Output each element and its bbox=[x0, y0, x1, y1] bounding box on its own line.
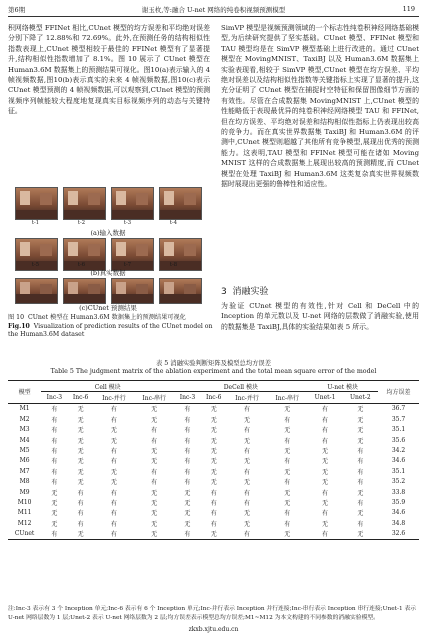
table-note: 注:Inc-3 表示有 3 个 Inception 单元;Inc-6 表示有 6 个 Inception 单元;Inc-并行表示 Inception 并行连接;Inc-串行表示 Inception 串行连接;Unet-1 表示 U-net 网络层数为 1 层;Unet-2 表示 U-net 网络层数为 2 层;均方误差表示模型总均方误差;M1~M12 为本文构建的不同参数的消融实验模型。 bbox=[8, 606, 417, 621]
table-cell: 有 bbox=[51, 458, 58, 466]
table-cell: 无 bbox=[151, 510, 158, 518]
table-cell: 有 bbox=[322, 489, 329, 497]
frame-image bbox=[63, 187, 106, 220]
table-row bbox=[8, 456, 419, 466]
section-title: 消融实验 bbox=[232, 287, 269, 297]
table-cell: 有 bbox=[184, 416, 191, 424]
table-cell: 无 bbox=[244, 437, 251, 445]
table-cell: 无 bbox=[244, 479, 251, 487]
frame-image bbox=[15, 278, 58, 304]
table-cell: 无 bbox=[77, 416, 84, 424]
table-cell: 无 bbox=[184, 510, 191, 518]
page-number: 119 bbox=[402, 5, 415, 13]
table-cell: 无 bbox=[357, 427, 364, 435]
model-header: 模型 bbox=[8, 381, 41, 404]
running-title: 谢玉枚,等:融合 U-net 网络的纯卷积视频预测模型 bbox=[141, 6, 286, 14]
table-cell: 无 bbox=[51, 499, 58, 507]
frame-label: t-7 bbox=[123, 262, 132, 268]
input-frames-row bbox=[15, 187, 202, 220]
mse-cell: 35.1 bbox=[391, 426, 406, 434]
table-cell: 有 bbox=[151, 437, 158, 445]
table-cell: 无 bbox=[284, 427, 291, 435]
table-cell: 有 bbox=[51, 531, 58, 539]
table-cell: 有 bbox=[110, 489, 117, 497]
table-cell: 无 bbox=[357, 416, 364, 424]
frame-image bbox=[111, 187, 154, 220]
table-cell: 无 bbox=[151, 499, 158, 507]
table-cell: 有 bbox=[110, 448, 117, 456]
table-cell: 无 bbox=[322, 448, 329, 456]
table-cell: 有 bbox=[322, 427, 329, 435]
subheader-cell: Inc-并行 bbox=[227, 392, 267, 403]
mse-cell: 34.8 bbox=[391, 519, 406, 527]
table-cell: 有 bbox=[284, 479, 291, 487]
table-cell: 有 bbox=[322, 437, 329, 445]
frame-image bbox=[159, 187, 202, 220]
table-cell: 无 bbox=[322, 458, 329, 466]
table-cell: 无 bbox=[244, 520, 251, 528]
frame-label: t-3 bbox=[123, 220, 132, 226]
table-cell: 无 bbox=[77, 479, 84, 487]
mse-cell: 32.6 bbox=[391, 530, 406, 538]
subfigure-caption-b: (b)真实数据 bbox=[90, 269, 126, 277]
table-cell: 无 bbox=[284, 499, 291, 507]
model-name-cell: M11 bbox=[17, 509, 32, 517]
table-cell: 无 bbox=[244, 458, 251, 466]
subheader-cell: Inc-串行 bbox=[134, 392, 174, 403]
table-cell: 无 bbox=[77, 468, 84, 476]
frame-image bbox=[63, 278, 106, 304]
subheader-cell: Inc-6 bbox=[68, 392, 94, 403]
model-name-cell: M10 bbox=[17, 498, 32, 506]
table-cell: 有 bbox=[244, 489, 251, 497]
group-header-decell: DeCell 模块 bbox=[174, 381, 307, 392]
table-cell: 无 bbox=[151, 406, 158, 414]
table-cell: 无 bbox=[77, 448, 84, 456]
table-row bbox=[8, 477, 419, 487]
table-cell: 有 bbox=[184, 479, 191, 487]
table-cell: 有 bbox=[210, 499, 217, 507]
table-row bbox=[8, 425, 419, 435]
table-cell: 有 bbox=[77, 489, 84, 497]
table-cell: 有 bbox=[284, 437, 291, 445]
mse-cell: 35.9 bbox=[391, 498, 406, 506]
issue-number: 第6期 bbox=[8, 6, 26, 14]
table-cell: 有 bbox=[357, 479, 364, 487]
table-cell: 无 bbox=[210, 458, 217, 466]
group-header-mse: 均方误差 bbox=[378, 381, 419, 404]
table-cell: 有 bbox=[51, 416, 58, 424]
table-row bbox=[8, 528, 419, 539]
table-cell: 有 bbox=[210, 489, 217, 497]
table-cell: 无 bbox=[210, 531, 217, 539]
table-row bbox=[8, 487, 419, 497]
model-name-cell: M1 bbox=[19, 405, 30, 413]
table-cell: 无 bbox=[357, 437, 364, 445]
mse-cell: 34.6 bbox=[391, 457, 406, 465]
table-cell: 无 bbox=[284, 531, 291, 539]
table-cell: 有 bbox=[357, 499, 364, 507]
subfigure-caption-a: (a)输入数据 bbox=[90, 229, 126, 237]
table-cell: 有 bbox=[284, 416, 291, 424]
table-cell: 无 bbox=[110, 479, 117, 487]
table-cell: 无 bbox=[110, 437, 117, 445]
table-cell: 有 bbox=[110, 406, 117, 414]
model-name-cell: M12 bbox=[17, 519, 32, 527]
table-cell: 有 bbox=[357, 468, 364, 476]
model-name-cell: M3 bbox=[19, 426, 30, 434]
mse-cell: 34.6 bbox=[391, 509, 406, 517]
section-heading bbox=[221, 284, 268, 297]
ablation-table bbox=[8, 380, 419, 540]
figure-number-cn: 图 10 bbox=[8, 314, 25, 321]
right-column-text: SimVP 模型是视频预测领域的一个标志性纯卷积神经网络基础模型,为后续研究提供了坚实基础。CUnet 模型、FFINet 模型和 TAU 模型均是在 SimVP 模型基础上进行改进的。通过 CUnet 模型在 MovingMNIST、TaxiBJ 以及 Human3.6M 数据集上实验表现看,相较于 SimVP 模型,CUnet 模型在均方误差、平均绝对误差以及结构相似性指数等关键指标上实现了显著的提升,这充分证明了 CUnet 模型在捕捉时空特征和保留图像细节方面的有效性。尽管在合成数据集 MovingMNIST 上,CUnet 模型的性能略低于表现最优异的纯卷积神经网络模型 TAU 和 FFINet,但在均方误差、平均绝对误差和结构相似性指标上仍表现出较高的竞争力。而在真实世界数据集 TaxiBJ 和 Human3.6M 的评测中,CUnet 模型则超越了其他所有竞争模型,展现出优秀的预测能力。这表明,TAU 模型和 FFINet 模型可能在诸如 Moving MNIST 这样的合成数据集上展现出较高的预测精度,而 CUnet 模型在处理 TaxiBJ 和 Human3.6M 这类复杂真实世界视频数据时展现出更强的鲁棒性和适应性。 bbox=[221, 24, 419, 189]
table-cell: 无 bbox=[244, 416, 251, 424]
subfigure-caption-c: (c)CUnet 预测结果 bbox=[79, 304, 137, 312]
model-name-cell: M9 bbox=[19, 488, 30, 496]
table-row bbox=[8, 466, 419, 476]
table-row bbox=[8, 445, 419, 455]
table-cell: 无 bbox=[151, 458, 158, 466]
table-cell: 有 bbox=[184, 458, 191, 466]
table-cell: 有 bbox=[51, 406, 58, 414]
table-cell: 有 bbox=[322, 531, 329, 539]
section-paragraph: 为验证 CUnet 模型的有效性,针对 Cell 和 DeCell 中的 Inception 的单元数以及 U-net 网络的层数做了消融实验,使用的数据集是 TaxiBJ,具体的实验结果如表 5 所示。 bbox=[221, 302, 419, 331]
subheader-cell: Inc-3 bbox=[41, 392, 67, 403]
table-cell: 无 bbox=[151, 416, 158, 424]
table-cell: 无 bbox=[322, 499, 329, 507]
table-cell: 有 bbox=[357, 520, 364, 528]
table-cell: 无 bbox=[210, 416, 217, 424]
input-frame-labels bbox=[15, 220, 194, 226]
table-cell: 无 bbox=[77, 458, 84, 466]
table-cell: 无 bbox=[284, 468, 291, 476]
table-cell: 有 bbox=[51, 468, 58, 476]
table-cell: 无 bbox=[51, 520, 58, 528]
table-row bbox=[8, 497, 419, 507]
table-cell: 有 bbox=[284, 510, 291, 518]
table-caption-en: Table 5 The judgment matrix of the ablation experiment and the total mean square error of the model bbox=[50, 368, 377, 375]
group-header-cell: Cell 模块 bbox=[41, 381, 174, 392]
subheader-cell: Inc-串行 bbox=[267, 392, 307, 403]
table-cell: 无 bbox=[244, 510, 251, 518]
frame-label: t-6 bbox=[77, 262, 86, 268]
model-name-cell: M7 bbox=[19, 467, 30, 475]
table-cell: 有 bbox=[244, 448, 251, 456]
table-cell: 无 bbox=[110, 468, 117, 476]
header-rule bbox=[8, 16, 419, 17]
table-cell: 有 bbox=[110, 499, 117, 507]
table-cell: 无 bbox=[110, 427, 117, 435]
table-cell: 有 bbox=[151, 479, 158, 487]
left-column-text: 积网络模型 FFINet 相比,CUnet 模型的均方误差和平均绝对误差分别下降了 12.88%和 72.69%。此外,在预测任务的结构相似性指数表现上,CUnet 模型相较于最佳的 FFINet 模型有了显著提升,结构相似性指数增加了 8.1%。图 10 展示了 CUnet 模型在 Human3.6M 数据集上的预测结果可视化。图10(a)表示输入的 4 帧视频数据,图10(b)表示真实的未来 4 帧视频数据,图10(c)表示 CUnet 模型预测的 4 帧视频数据,可以观察到,CUnet 模型的预测视频序列帧能较大程度地复现真实目标视频序列的动态与关键特征。 bbox=[8, 24, 210, 116]
table-cell: 无 bbox=[210, 479, 217, 487]
table-cell: 无 bbox=[322, 479, 329, 487]
table-cell: 有 bbox=[77, 510, 84, 518]
table-cell: 无 bbox=[357, 510, 364, 518]
frame-image bbox=[111, 278, 154, 304]
mse-cell: 35.6 bbox=[391, 436, 406, 444]
mse-cell: 36.7 bbox=[391, 405, 406, 413]
figure-caption-cn: CUnet 模型在 Human3.6M 数据集上的预测结果可视化 bbox=[27, 314, 186, 321]
figure-caption bbox=[8, 314, 213, 340]
table-cell: 有 bbox=[184, 468, 191, 476]
model-name-cell: M2 bbox=[19, 415, 30, 423]
table-cell: 有 bbox=[110, 520, 117, 528]
table-cell: 无 bbox=[210, 448, 217, 456]
table-cell: 有 bbox=[51, 427, 58, 435]
table-cell: 有 bbox=[244, 406, 251, 414]
frame-label: t-8 bbox=[169, 262, 178, 268]
table-cell: 有 bbox=[184, 406, 191, 414]
frame-label: t-5 bbox=[31, 262, 40, 268]
table-cell: 无 bbox=[210, 437, 217, 445]
table-cell: 无 bbox=[151, 448, 158, 456]
table-cell: 无 bbox=[357, 489, 364, 497]
model-name-cell: M6 bbox=[19, 457, 30, 465]
mse-cell: 35.7 bbox=[391, 415, 406, 423]
table-cell: 无 bbox=[357, 406, 364, 414]
table-cell: 有 bbox=[322, 510, 329, 518]
table-cell: 有 bbox=[210, 510, 217, 518]
table-cell: 有 bbox=[184, 448, 191, 456]
table-cell: 无 bbox=[51, 489, 58, 497]
frame-image bbox=[15, 187, 58, 220]
table-subheader-row bbox=[8, 392, 419, 403]
table-cell: 有 bbox=[151, 427, 158, 435]
subheader-cell: Unet-1 bbox=[307, 392, 342, 403]
table-cell: 无 bbox=[77, 437, 84, 445]
table-cell: 无 bbox=[284, 448, 291, 456]
table-row bbox=[8, 403, 419, 414]
table-cell: 无 bbox=[184, 489, 191, 497]
table-cell: 有 bbox=[51, 479, 58, 487]
frame-label: t-2 bbox=[77, 220, 86, 226]
subheader-cell: Inc-3 bbox=[174, 392, 200, 403]
table-cell: 无 bbox=[210, 468, 217, 476]
section-number: 3 bbox=[221, 287, 227, 297]
table-cell: 无 bbox=[322, 468, 329, 476]
mse-cell: 33.8 bbox=[391, 488, 406, 496]
table-cell: 有 bbox=[244, 468, 251, 476]
prediction-frames-row bbox=[15, 278, 202, 304]
table-cell: 无 bbox=[151, 531, 158, 539]
mse-cell: 35.1 bbox=[391, 467, 406, 475]
table-cell: 无 bbox=[77, 406, 84, 414]
table-cell: 有 bbox=[51, 448, 58, 456]
table-cell: 无 bbox=[51, 510, 58, 518]
table-cell: 无 bbox=[210, 406, 217, 414]
mse-cell: 34.2 bbox=[391, 447, 406, 455]
table-cell: 有 bbox=[284, 458, 291, 466]
subheader-cell: Inc-6 bbox=[201, 392, 227, 403]
model-name-cell: M4 bbox=[19, 436, 30, 444]
frame-image bbox=[159, 278, 202, 304]
table-cell: 有 bbox=[284, 520, 291, 528]
table-cell: 无 bbox=[357, 531, 364, 539]
table-cell: 无 bbox=[151, 520, 158, 528]
footer-url: zkxb.xjtu.edu.cn bbox=[188, 626, 239, 633]
table-cell: 有 bbox=[110, 510, 117, 518]
table-cell: 无 bbox=[151, 489, 158, 497]
table-cell: 无 bbox=[210, 427, 217, 435]
table-row bbox=[8, 508, 419, 518]
table-cell: 无 bbox=[322, 520, 329, 528]
table-cell: 无 bbox=[284, 489, 291, 497]
table-cell: 有 bbox=[244, 427, 251, 435]
table-cell: 有 bbox=[184, 437, 191, 445]
table-group-header-row bbox=[8, 381, 419, 392]
table-body bbox=[8, 403, 419, 539]
model-name-cell: M5 bbox=[19, 447, 30, 455]
table-cell: 有 bbox=[110, 416, 117, 424]
figure-number-en: Fig.10 bbox=[8, 322, 30, 330]
table-cell: 有 bbox=[357, 458, 364, 466]
table-row bbox=[8, 414, 419, 424]
mse-cell: 35.2 bbox=[391, 478, 406, 486]
table-cell: 有 bbox=[110, 458, 117, 466]
table-cell: 有 bbox=[244, 531, 251, 539]
table-cell: 有 bbox=[151, 468, 158, 476]
model-name-cell: CUnet bbox=[14, 530, 35, 538]
model-name-cell: M8 bbox=[19, 478, 30, 486]
table-cell: 有 bbox=[77, 520, 84, 528]
table-cell: 有 bbox=[210, 520, 217, 528]
frame-label: t-4 bbox=[169, 220, 178, 226]
group-header-unet: U-net 模块 bbox=[307, 381, 378, 392]
table-cell: 有 bbox=[184, 427, 191, 435]
table-cell: 有 bbox=[322, 416, 329, 424]
table-cell: 无 bbox=[184, 520, 191, 528]
table-cell: 有 bbox=[51, 437, 58, 445]
table-cell: 无 bbox=[284, 406, 291, 414]
table-cell: 有 bbox=[77, 499, 84, 507]
table-cell: 有 bbox=[357, 448, 364, 456]
table-cell: 有 bbox=[322, 406, 329, 414]
table-row bbox=[8, 435, 419, 445]
table-caption-cn: 表 5 消融实验判断矩阵及模型总均方误差 bbox=[155, 360, 272, 367]
figure-caption-en: Visualization of prediction results of the CUnet model on the Human3.6M dataset bbox=[8, 322, 213, 339]
table-cell: 有 bbox=[244, 499, 251, 507]
table-row bbox=[8, 518, 419, 528]
table-cell: 有 bbox=[110, 531, 117, 539]
subheader-cell: Unet-2 bbox=[343, 392, 378, 403]
subheader-cell: Inc-并行 bbox=[94, 392, 134, 403]
running-header bbox=[0, 0, 427, 16]
table-cell: 无 bbox=[77, 427, 84, 435]
table-cell: 有 bbox=[184, 531, 191, 539]
table-cell: 无 bbox=[77, 531, 84, 539]
table-cell: 无 bbox=[184, 499, 191, 507]
frame-label: t-1 bbox=[31, 220, 40, 226]
